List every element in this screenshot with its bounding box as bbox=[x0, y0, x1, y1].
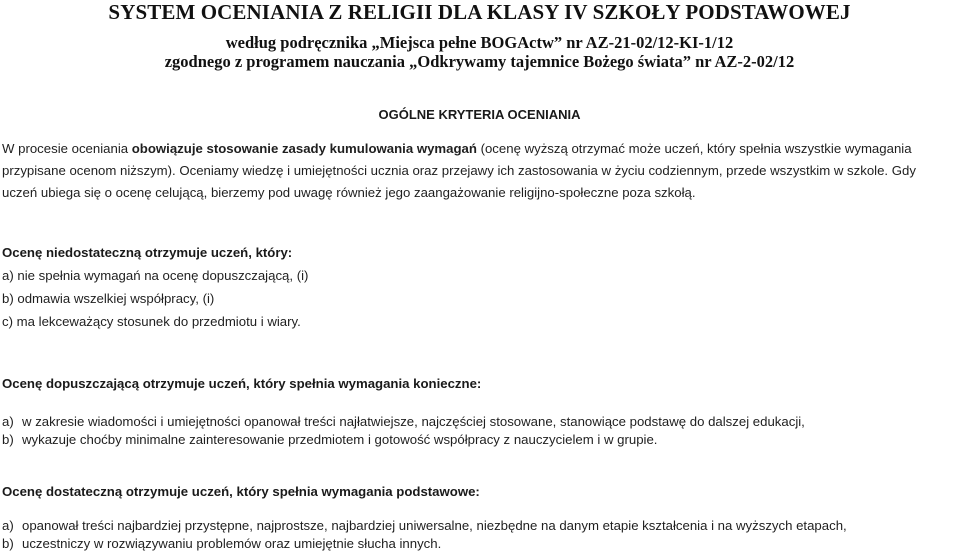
general-emphasis: obowiązuje stosowanie zasady kumulowania wymagań bbox=[131, 141, 477, 156]
satisfactory-item-b bbox=[2, 535, 441, 552]
general-paragraph-line-2: przypisane ocenom niższym). Oceniamy wiedzę i umiejętności ucznia oraz przejawy ich zastosowania w życiu codziennym, przede wszystkim w szkole. Gdy bbox=[2, 163, 916, 178]
item-text: uczestniczy w rozwiązywaniu problemów oraz umiejętnie słucha innych. bbox=[22, 536, 442, 551]
general-paragraph-line-1 bbox=[2, 140, 912, 157]
sufficient-item-a bbox=[2, 413, 805, 430]
insufficient-item-b: b) odmawia wszelkiej współpracy, (i) bbox=[2, 291, 215, 306]
general-text: (ocenę wyższą otrzymać może uczeń, który spełnia wszystkie wymagania bbox=[476, 141, 912, 156]
item-text: opanował treści najbardziej przystępne, najprostsze, najbardziej uniwersalne, niezbędne na danym etapie kształcenia i na wyższych etapach, bbox=[22, 518, 847, 533]
satisfactory-heading: Ocenę dostateczną otrzymuje uczeń, który spełnia wymagania podstawowe: bbox=[2, 484, 480, 499]
item-text: wykazuje choćby minimalne zainteresowanie przedmiotem i gotowość współpracy z nauczycielem i w grupie. bbox=[22, 432, 658, 447]
item-label: a) bbox=[2, 414, 14, 429]
document-subtitle-textbook: według podręcznika „Miejsca pełne BOGActw” nr AZ-21-02/12-KI-1/12 bbox=[225, 33, 734, 52]
item-label: a) bbox=[2, 518, 14, 533]
sufficient-item-b bbox=[2, 431, 657, 448]
item-label: b) bbox=[2, 432, 14, 447]
item-label: b) bbox=[2, 536, 14, 551]
general-criteria-heading: OGÓLNE KRYTERIA OCENIANIA bbox=[378, 107, 581, 122]
insufficient-heading: Ocenę niedostateczną otrzymuje uczeń, który: bbox=[2, 245, 293, 260]
general-text: W procesie oceniania bbox=[2, 141, 132, 156]
document-subtitle-program: zgodnego z programem nauczania „Odkrywamy tajemnice Bożego świata” nr AZ-2-02/12 bbox=[164, 52, 795, 71]
insufficient-item-a: a) nie spełnia wymagań na ocenę dopuszczającą, (i) bbox=[2, 268, 309, 283]
item-text: w zakresie wiadomości i umiejętności opanował treści najłatwiejsze, najczęściej stosowane, stanowiące podstawę do dalszej edukacji, bbox=[22, 414, 805, 429]
general-paragraph-line-3: uczeń ubiega się o ocenę celującą, bierzemy pod uwagę również jego zaangażowanie religijno-społeczne poza szkołą. bbox=[2, 185, 696, 200]
insufficient-item-c: c) ma lekceważący stosunek do przedmiotu i wiary. bbox=[2, 314, 301, 329]
document-title: SYSTEM OCENIANIA Z RELIGII DLA KLASY IV SZKOŁY PODSTAWOWEJ bbox=[108, 0, 851, 24]
sufficient-heading: Ocenę dopuszczającą otrzymuje uczeń, który spełnia wymagania konieczne: bbox=[2, 376, 482, 391]
satisfactory-item-a bbox=[2, 517, 847, 534]
